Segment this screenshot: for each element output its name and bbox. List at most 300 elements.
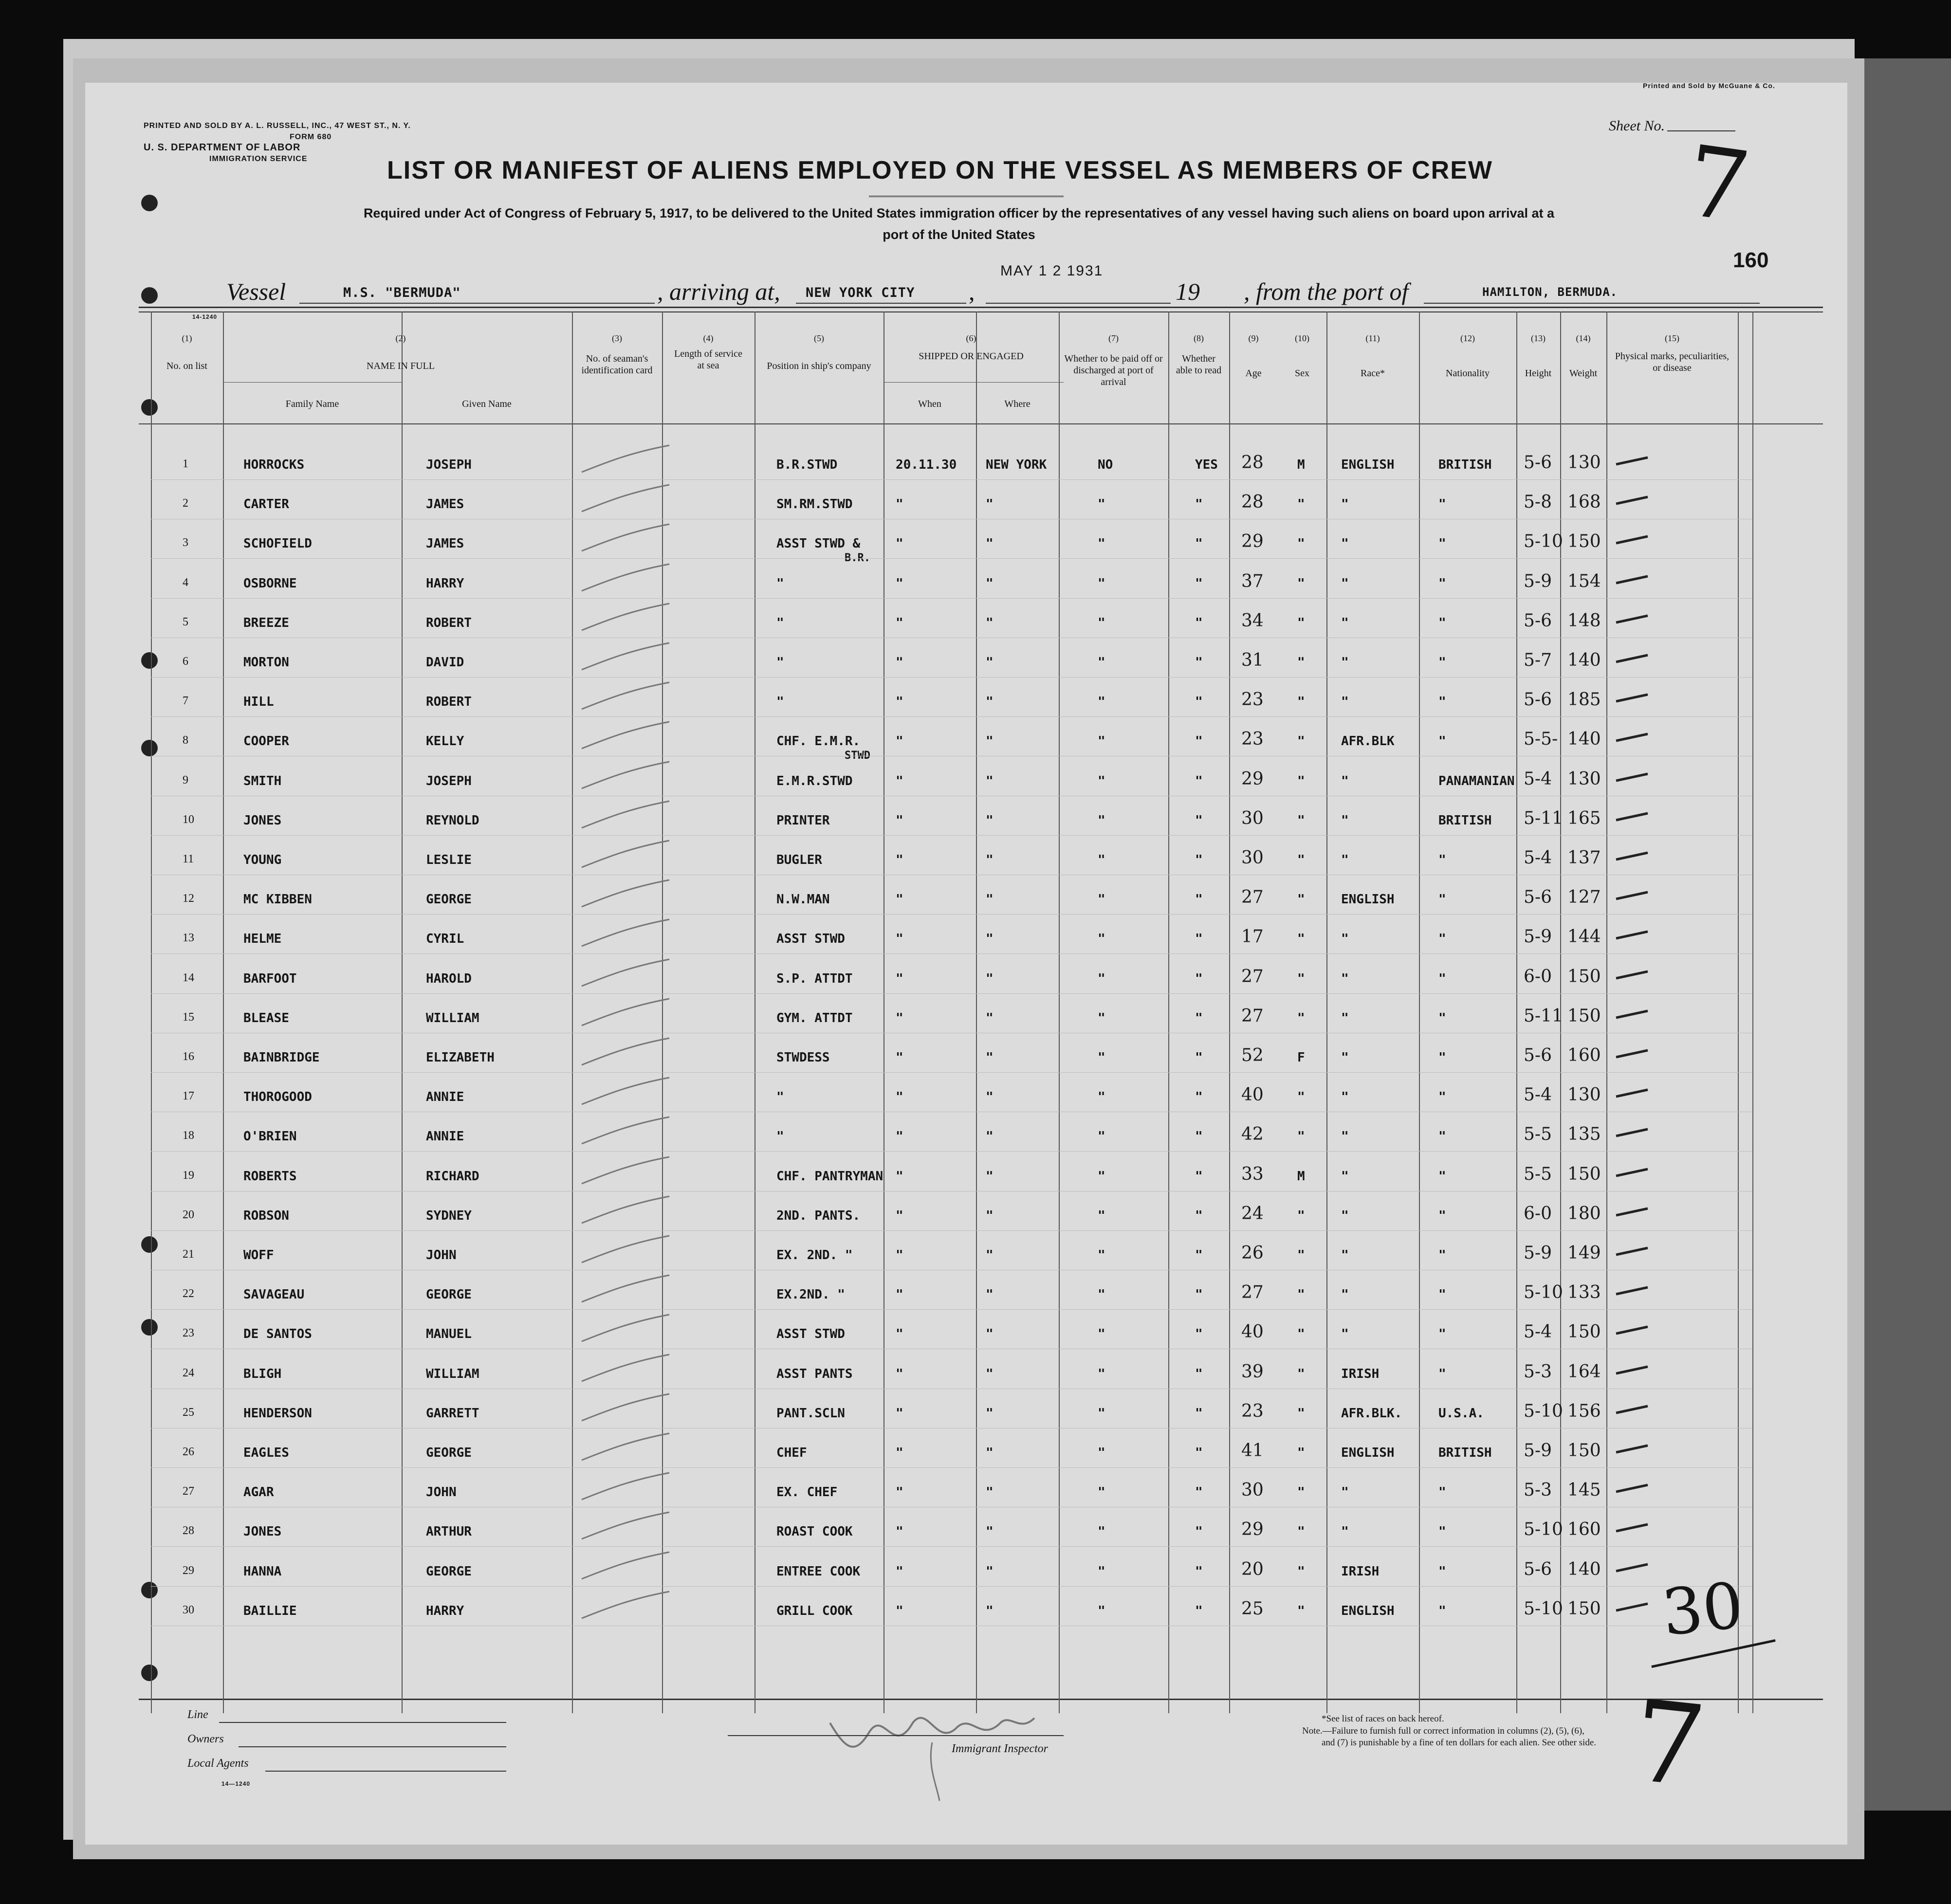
cell-paid-off: " [1098,1129,1105,1144]
cell-where: " [986,773,994,788]
cell-paid-off: " [1098,892,1105,907]
col-6-where-subheader: Where [1004,399,1031,409]
row-rule [151,479,1752,480]
cell-weight: 135 [1567,1124,1601,1145]
cell-family: WOFF [243,1248,274,1263]
col-6-when-subheader: When [918,399,941,409]
cell-sex: " [1297,971,1305,986]
cell-read: " [1195,1208,1203,1223]
cell-race: " [1341,497,1349,512]
cell-when: " [896,1524,903,1539]
physical-marks-dash [1611,849,1655,863]
cell-no: 25 [183,1406,194,1419]
cell-height: 6-0 [1524,1203,1552,1224]
cell-nationality: " [1438,971,1446,986]
col-14-number: (14) [1576,333,1591,343]
cell-race: " [1341,853,1349,867]
cell-weight: 160 [1567,1045,1601,1065]
cell-read: " [1195,615,1203,630]
cell-family: O'BRIEN [243,1129,297,1144]
cell-position: BUGLER [776,853,822,867]
name-subheader-rule [223,382,402,383]
binder-hole [141,1665,158,1681]
cell-race: " [1341,615,1349,630]
cell-read: " [1195,1248,1203,1263]
id-card-check-mark [572,680,679,714]
cell-weight: 140 [1567,729,1601,750]
physical-marks-dash [1611,612,1655,626]
cell-race: " [1341,1090,1349,1105]
cell-height: 5-9 [1524,1441,1552,1461]
cell-position: PANT.SCLN [776,1406,845,1421]
cell-position: ASST STWD [776,932,845,947]
cell-nationality: " [1438,734,1446,749]
cell-read: " [1195,1603,1203,1618]
cell-no: 30 [183,1603,194,1616]
cell-race: " [1341,1129,1349,1144]
subtitle-line-1: Required under Act of Congress of February 5, 1917, to be delivered to the United States immigration officer by the representatives of any vessel having such aliens on board upon arrival at a [363,206,1555,220]
cell-read: " [1195,1010,1203,1025]
cell-where: " [986,1603,994,1618]
cell-height: 5-4 [1524,1085,1552,1105]
cell-when: " [896,1485,903,1500]
cell-sex: " [1297,1524,1305,1539]
physical-marks-dash [1611,493,1655,508]
cell-height: 5-9 [1524,571,1552,591]
column-rule [1168,311,1169,1713]
cell-paid-off: " [1098,932,1105,947]
cell-when: " [896,576,903,591]
cell-nationality: " [1438,536,1446,551]
cell-height: 5-6 [1524,887,1552,908]
column-rule [883,311,884,1713]
cell-paid-off: " [1098,1603,1105,1618]
physical-marks-dash [1611,1046,1655,1061]
cell-race: " [1341,695,1349,710]
cell-sex: " [1297,932,1305,947]
cell-height: 5-9 [1524,927,1552,947]
cell-race: " [1341,773,1349,788]
column-rule [1059,311,1060,1713]
cell-when: " [896,892,903,907]
cell-given: ELIZABETH [426,1050,495,1065]
cell-where: " [986,932,994,947]
cell-no: 5 [183,615,188,628]
cell-where: " [986,1327,994,1342]
cell-race: " [1341,1208,1349,1223]
cell-no: 2 [183,497,188,510]
cell-family: BARFOOT [243,971,297,986]
corner-printer-note: Printed and Sold by McGuane & Co. [1643,83,1775,90]
cell-position: CHEF [776,1446,807,1460]
cell-when: " [896,615,903,630]
cell-race: ENGLISH [1341,1603,1395,1618]
id-card-check-mark [572,1115,679,1149]
line-field [219,1722,506,1723]
cell-height: 5-6 [1524,453,1552,473]
cell-read: " [1195,813,1203,828]
id-card-check-mark [572,759,679,793]
id-card-check-mark [572,522,679,556]
id-card-check-mark [572,917,679,951]
cell-where: " [986,1287,994,1302]
cell-paid-off: " [1098,1010,1105,1025]
cell-sex: " [1297,1208,1305,1223]
cell-no: 26 [183,1446,194,1458]
table-top-rule [139,307,1823,308]
cell-position: S.P. ATTDT [776,971,853,986]
cell-position-continued: STWD [845,750,870,762]
cell-age: 27 [1241,1006,1264,1026]
id-card-check-mark [572,719,679,753]
cell-position: " [776,1129,784,1144]
cell-paid-off: " [1098,497,1105,512]
cell-height: 5-3 [1524,1480,1552,1501]
cell-position: EX. 2ND. " [776,1248,853,1263]
col-8-number: (8) [1194,333,1204,343]
cell-sex: " [1297,1564,1305,1579]
cell-age: 52 [1241,1045,1264,1065]
cell-read: " [1195,1090,1203,1105]
footer-form-code: 14—1240 [221,1780,251,1787]
cell-weight: 130 [1567,1085,1601,1105]
cell-when: " [896,1406,903,1421]
cell-nationality: " [1438,1248,1446,1263]
cell-position: ASST STWD [776,1327,845,1342]
cell-height: 5-7 [1524,650,1552,670]
col-12-number: (12) [1460,333,1475,343]
cell-race: " [1341,1248,1349,1263]
cell-race: ENGLISH [1341,458,1395,472]
cell-sex: " [1297,853,1305,867]
races-note: *See list of races on back hereof. [1322,1714,1444,1724]
cell-read: YES [1195,458,1218,472]
cell-position: ASST STWD & [776,536,861,551]
cell-position: GRILL COOK [776,1603,853,1618]
cell-when: " [896,695,903,710]
physical-marks-dash [1611,1600,1655,1614]
physical-marks-dash [1611,651,1655,666]
physical-marks-dash [1611,1442,1655,1456]
cell-read: " [1195,655,1203,670]
cell-when: 20.11.30 [896,458,957,472]
cell-position-continued: B.R. [845,552,870,565]
cell-when: " [896,1010,903,1025]
cell-sex: " [1297,695,1305,710]
cell-sex: " [1297,1603,1305,1618]
physical-marks-dash [1611,809,1655,824]
cell-nationality: " [1438,1524,1446,1539]
cell-where: " [986,1050,994,1065]
physical-marks-dash [1611,572,1655,587]
cell-where: " [986,497,994,512]
arriving-port: NEW YORK CITY [806,285,915,300]
cell-race: " [1341,932,1349,947]
cell-position: B.R.STWD [776,458,838,472]
cell-age: 17 [1241,927,1264,947]
cell-no: 7 [183,695,188,708]
row-rule [151,1467,1752,1468]
cell-weight: 130 [1567,769,1601,789]
cell-read: " [1195,1524,1203,1539]
cell-nationality: " [1438,497,1446,512]
cell-read: " [1195,1129,1203,1144]
cell-paid-off: " [1098,1446,1105,1460]
owners-field [239,1746,506,1747]
column-rule [1516,311,1517,1713]
header-bottom-rule [139,423,1823,424]
cell-given: HAROLD [426,971,472,986]
cell-no: 12 [183,892,194,905]
cell-when: " [896,1603,903,1618]
cell-age: 40 [1241,1085,1264,1105]
column-rule [976,311,977,1713]
id-card-check-mark [572,482,679,516]
cell-nationality: " [1438,1485,1446,1500]
cell-given: RICHARD [426,1169,479,1184]
physical-marks-dash [1611,1125,1655,1140]
col-13-number: (13) [1531,333,1546,343]
id-card-check-mark [572,601,679,635]
cell-nationality: " [1438,576,1446,591]
cell-race: " [1341,1010,1349,1025]
cell-sex: " [1297,1129,1305,1144]
cell-weight: 150 [1567,1441,1601,1461]
from-port: HAMILTON, BERMUDA. [1482,285,1618,299]
cell-family: HENDERSON [243,1406,312,1421]
id-card-check-mark [572,443,679,477]
id-card-check-mark [572,1036,679,1070]
cell-age: 29 [1241,769,1264,789]
cell-no: 3 [183,536,188,549]
cell-position: " [776,655,784,670]
cell-position: GYM. ATTDT [776,1010,853,1025]
handwritten-total: 30 [1658,1568,1747,1650]
physical-marks-dash [1611,1244,1655,1259]
cell-nationality: BRITISH [1438,813,1492,828]
cell-family: HORROCKS [243,458,305,472]
cell-given: JOHN [426,1485,457,1500]
cell-paid-off: " [1098,1327,1105,1342]
binder-hole [141,1582,158,1598]
cell-paid-off: " [1098,1248,1105,1263]
cell-paid-off: " [1098,576,1105,591]
cell-position: SM.RM.STWD [776,497,853,512]
col-3-number: (3) [612,333,622,343]
physical-marks-dash [1611,454,1655,468]
cell-age: 30 [1241,848,1264,868]
cell-where: " [986,971,994,986]
cell-nationality: " [1438,1366,1446,1381]
cell-family: ROBSON [243,1208,289,1223]
cell-weight: 133 [1567,1282,1601,1303]
cell-weight: 130 [1567,453,1601,473]
cell-given: ROBERT [426,695,472,710]
cell-position: CHF. E.M.R. [776,734,861,749]
row-rule [151,1230,1752,1231]
physical-marks-dash [1611,968,1655,982]
manifest-title: LIST OR MANIFEST OF ALIENS EMPLOYED ON THE VESSEL AS MEMBERS OF CREW [387,156,1493,184]
cell-position: PRINTER [776,813,830,828]
cell-nationality: " [1438,1129,1446,1144]
cell-nationality: " [1438,932,1446,947]
cell-age: 33 [1241,1164,1264,1184]
page-number: 160 [1733,248,1769,272]
title-rule [869,196,1064,197]
cell-height: 5-11 [1524,1006,1563,1026]
cell-race: " [1341,576,1349,591]
cell-no: 28 [183,1524,194,1538]
cell-no: 24 [183,1366,194,1379]
cell-sex: " [1297,655,1305,670]
cell-race: IRISH [1341,1366,1380,1381]
cell-nationality: " [1438,1090,1446,1105]
cell-where: " [986,1446,994,1460]
cell-age: 25 [1241,1598,1264,1619]
col-8-header: Whether able to read [1176,353,1222,376]
cell-family: HELME [243,932,282,947]
cell-read: " [1195,1366,1203,1381]
row-rule [151,558,1752,559]
cell-paid-off: " [1098,1090,1105,1105]
year-label: 19 [1176,278,1200,305]
cell-position: ROAST COOK [776,1524,853,1539]
cell-given: JOSEPH [426,773,472,788]
cell-no: 21 [183,1248,194,1261]
cell-no: 16 [183,1050,194,1063]
id-card-check-mark [572,641,679,675]
cell-nationality: U.S.A. [1438,1406,1484,1421]
cell-where: " [986,1406,994,1421]
cell-sex: " [1297,1366,1305,1381]
physical-marks-dash [1611,691,1655,705]
physical-marks-dash [1611,1205,1655,1219]
cell-no: 29 [183,1564,194,1577]
cell-height: 5-6 [1524,1045,1552,1065]
cell-read: " [1195,1485,1203,1500]
cell-given: ANNIE [426,1129,464,1144]
id-card-check-mark [572,996,679,1030]
col-9-header: Age [1245,368,1262,379]
cell-paid-off: " [1098,1406,1105,1421]
cell-given: KELLY [426,734,464,749]
cell-weight: 150 [1567,531,1601,552]
cell-race: " [1341,813,1349,828]
cell-no: 6 [183,655,188,668]
cell-age: 42 [1241,1124,1264,1145]
cell-given: WILLIAM [426,1366,479,1381]
cell-age: 31 [1241,650,1264,670]
cell-where: " [986,1090,994,1105]
cell-where: " [986,1564,994,1579]
cell-age: 29 [1241,531,1264,552]
cell-family: BAILLIE [243,1603,297,1618]
cell-read: " [1195,1169,1203,1184]
cell-when: " [896,734,903,749]
from-port-line [1424,303,1760,304]
cell-nationality: " [1438,1169,1446,1184]
id-card-check-mark [572,1510,679,1544]
cell-position: EX.2ND. " [776,1287,845,1302]
cell-read: " [1195,932,1203,947]
cell-nationality: " [1438,1208,1446,1223]
cell-given: ARTHUR [426,1524,472,1539]
scan-background-strip [1854,58,1951,1811]
cell-age: 34 [1241,610,1264,631]
cell-nationality: " [1438,1564,1446,1579]
cell-height: 5-4 [1524,769,1552,789]
physical-marks-dash [1611,1165,1655,1180]
cell-paid-off: " [1098,1524,1105,1539]
cell-height: 5-5 [1524,1164,1552,1184]
cell-read: " [1195,1050,1203,1065]
cell-family: BREEZE [243,615,289,630]
cell-height: 5-6 [1524,610,1552,631]
cell-read: " [1195,1564,1203,1579]
row-rule [151,1309,1752,1310]
cell-where: NEW YORK [986,458,1047,472]
cell-race: " [1341,1485,1349,1500]
cell-no: 20 [183,1208,194,1221]
cell-where: " [986,1248,994,1263]
cell-given: SYDNEY [426,1208,472,1223]
cell-family: EAGLES [243,1446,289,1460]
physical-marks-dash [1611,770,1655,785]
col-4-header: Length of service at sea [674,348,742,371]
local-agents-field [265,1771,506,1772]
cell-given: JOHN [426,1248,457,1263]
cell-position: 2ND. PANTS. [776,1208,861,1223]
physical-marks-dash [1611,1086,1655,1100]
cell-height: 5-8 [1524,492,1552,513]
cell-no: 27 [183,1485,194,1498]
cell-no: 4 [183,576,188,589]
cell-where: " [986,813,994,828]
cell-age: 29 [1241,1520,1264,1540]
cell-read: " [1195,695,1203,710]
cell-race: AFR.BLK. [1341,1406,1402,1421]
cell-paid-off: " [1098,734,1105,749]
cell-sex: " [1297,813,1305,828]
inspector-label: Immigrant Inspector [952,1742,1048,1755]
cell-nationality: " [1438,1287,1446,1302]
col-15-number: (15) [1665,333,1679,343]
cell-paid-off: " [1098,1366,1105,1381]
cell-family: SAVAGEAU [243,1287,305,1302]
cell-sex: " [1297,1010,1305,1025]
binder-hole [141,399,158,416]
cell-paid-off: " [1098,695,1105,710]
cell-given: ROBERT [426,615,472,630]
cell-nationality: " [1438,615,1446,630]
col-7-number: (7) [1108,333,1119,343]
cell-weight: 145 [1567,1480,1601,1501]
cell-race: " [1341,971,1349,986]
cell-when: " [896,536,903,551]
cell-height: 5-11 [1524,808,1563,828]
cell-race: " [1341,1169,1349,1184]
cell-where: " [986,576,994,591]
cell-family: CARTER [243,497,289,512]
cell-weight: 140 [1567,650,1601,670]
cell-weight: 150 [1567,1006,1601,1026]
id-card-check-mark [572,1431,679,1465]
printer-credit: PRINTED AND SOLD BY A. L. RUSSELL, INC., 47 WEST ST., N. Y. [144,122,411,130]
cell-position: ENTREE COOK [776,1564,861,1579]
comma-separator: , [969,278,975,305]
cell-position: " [776,615,784,630]
row-rule [151,598,1752,599]
